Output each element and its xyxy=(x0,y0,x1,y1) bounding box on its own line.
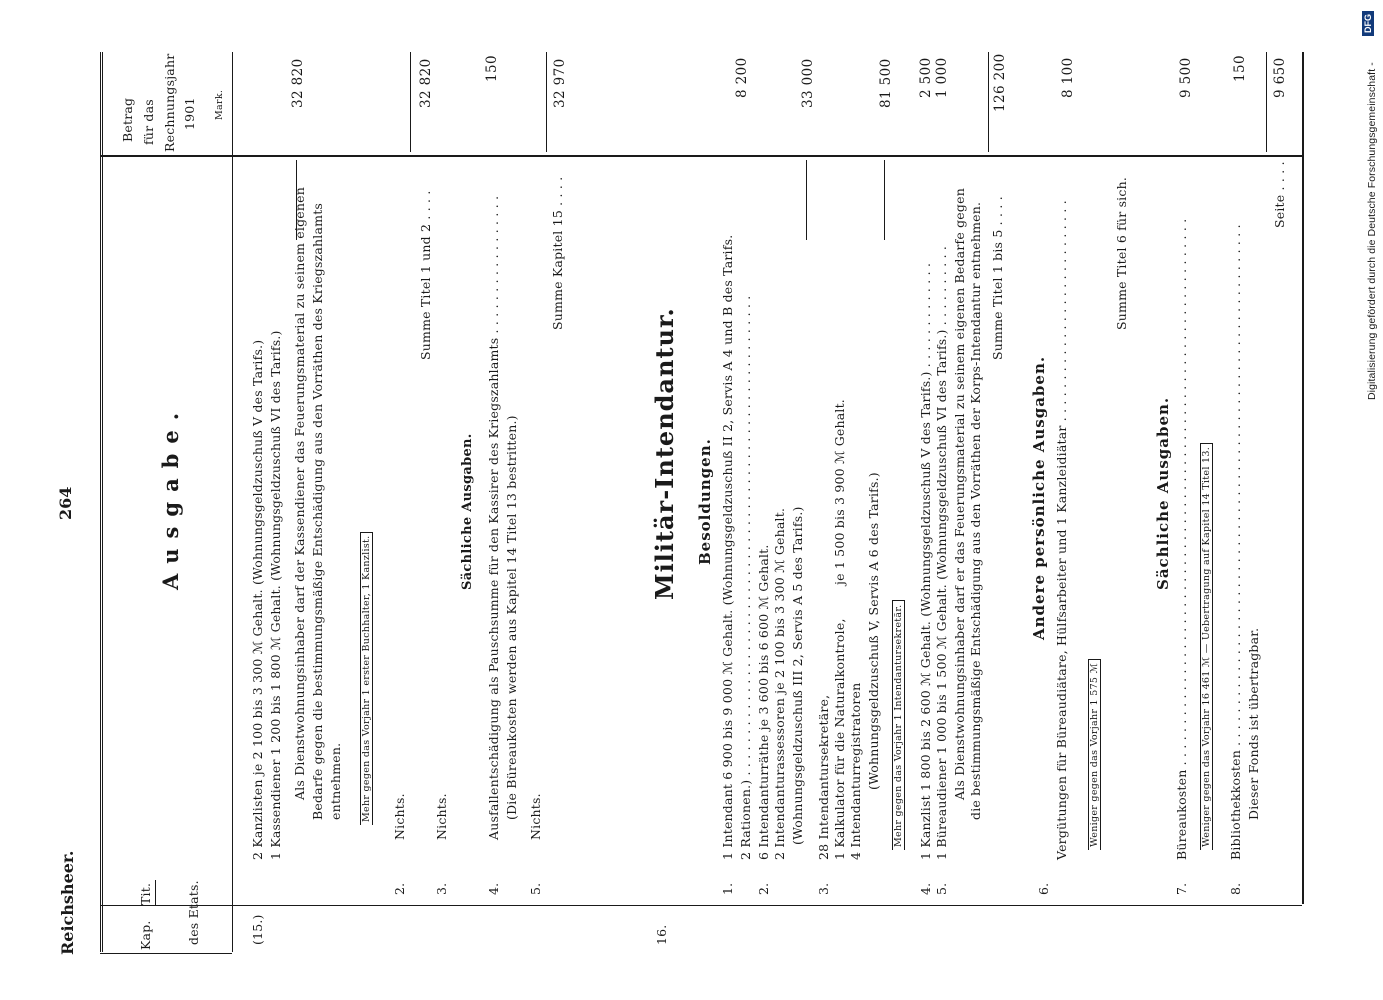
k15-rule-c xyxy=(546,52,547,152)
k15-amount-sum12: 32 820 xyxy=(418,58,434,108)
frame-rule-kap-sep xyxy=(100,953,232,954)
k16-rule-a xyxy=(806,160,807,240)
k15-nichts3: Nichts. xyxy=(434,793,449,840)
k16-amount-1: 8 200 xyxy=(734,57,750,98)
k16-t1-line2: 2 Rationen.) . . . . . . . . . . . . . . . . . . . . . . . . . . . . . . . . . . . . . . . . . . . . . . . . . . . . . . . . . . xyxy=(738,295,753,860)
col-betrag-4: 1901 xyxy=(182,97,197,130)
k16-t3: 3. xyxy=(816,882,831,895)
k16-t7: 7. xyxy=(1174,882,1189,895)
k15-t5: 5. xyxy=(528,882,543,895)
frame-line-top xyxy=(100,52,107,952)
k16-t8-note: Dieser Fonds ist übertragbar. xyxy=(1246,627,1261,820)
k16-andere: Andere persönliche Ausgaben. xyxy=(1030,355,1048,640)
k16-t2-line1: 6 Intendanturräthe je 3 600 bis 6 600 ℳ Gehalt. xyxy=(756,544,771,860)
k16-mehr: Mehr gegen das Vorjahr 1 Intendantursekretär. xyxy=(892,600,905,850)
k16-note2: die bestimmungsmäßige Entschädigung aus den Vorräthen der Korps-Intendantur entnehmen. xyxy=(968,201,983,820)
col-tit: Tit. xyxy=(138,882,153,905)
k16-amount-5: 1 000 xyxy=(934,57,950,98)
k15-saechliche: Sächliche Ausgaben. xyxy=(460,433,475,590)
k16-t7-line: Büreaukosten . . . . . . . . . . . . . . . . . . . . . . . . . . . . . . . . . . . . . . . . . . . . . . . . . . . . . . . . . . . . . . . . . . xyxy=(1174,218,1189,860)
k16-t6-line: Vergütungen für Büreaudiätare, Hülfsarbeiter und 1 Kanzleidiätar . . . . . . . . . . . . . . . . . . . . . . . . . . . xyxy=(1054,200,1069,860)
dfg-logo: DFG xyxy=(1362,11,1374,36)
k16-seite: Seite . . . . xyxy=(1272,161,1287,228)
k15-amount-1: 32 820 xyxy=(290,58,306,108)
k16-amount-8: 150 xyxy=(1232,55,1248,82)
k16-note1: Als Dienstwohnungsinhaber darf er das Feuerungsmaterial zu seinem eigenen Bedarfe gegen xyxy=(952,188,967,800)
k15-amount-4: 150 xyxy=(484,55,500,82)
col-des-etats: des Etats. xyxy=(186,880,201,945)
k16-t2-line3: (Wohnungsgeldzuschuß III 2, Servis A 5 des Tarifs.) xyxy=(790,506,805,845)
frame-rule-betrag xyxy=(100,155,1302,157)
k16-amount-sum15: 126 200 xyxy=(992,53,1008,112)
k16-rule-c xyxy=(988,52,989,152)
k15-t4-line2: (Die Büreaukosten werden aus Kapitel 14 Titel 13 bestritten.) xyxy=(504,415,519,820)
k16-summe-6: Summe Titel 6 für sich. xyxy=(1114,176,1129,330)
page-number: 264 xyxy=(56,486,75,520)
k16-t3-line3: 4 Intendanturregistratoren xyxy=(848,682,863,860)
k16-t4: 4. xyxy=(918,882,933,895)
k16-t5: 5. xyxy=(934,882,949,895)
k16-t3-line4: (Wohnungsgeldzuschuß V, Servis A 6 des Tarifs.) xyxy=(866,472,881,790)
k15-rule-a xyxy=(296,160,297,240)
k15-line1: 2 Kanzlisten je 2 100 bis 3 300 ℳ Gehalt. (Wohnungsgeldzuschuß V des Tarifs.) xyxy=(250,339,265,860)
col-mark: Mark. xyxy=(214,89,225,120)
k16-t1: 1. xyxy=(720,882,735,895)
kap-16: 16. xyxy=(654,924,669,945)
k16-t3-line1: 28 Intendantursekretäre, xyxy=(816,694,831,860)
k16-amount-2: 33 000 xyxy=(800,58,816,108)
k16-amount-4: 2 500 xyxy=(918,57,934,98)
col-kap: Kap. xyxy=(138,920,153,950)
frame-rule-header xyxy=(232,52,233,952)
k16-t1-line1: 1 Intendant 6 900 bis 9 000 ℳ Gehalt. (Wohnungsgeldzuschuß II 2, Servis A 4 und B des Tarifs. xyxy=(720,234,735,860)
k15-summe-1-2: Summe Titel 1 und 2 . . . . xyxy=(418,190,433,360)
k15-note1: Als Dienstwohnungsinhaber darf der Kassendiener das Feuerungsmaterial zu seinem eigenen xyxy=(292,187,307,800)
frame-line-bottom xyxy=(1302,52,1304,904)
digitization-note: Digitalisierung gefördert durch die Deutsche Forschungsgemeinschaft - xyxy=(1366,62,1378,400)
k16-rule-b xyxy=(884,160,885,240)
k15-nichts5: Nichts. xyxy=(528,793,543,840)
k16-weniger7: Weniger gegen das Vorjahr 16 461 ℳ — Uebertragung auf Kapitel 14 Titel 13. xyxy=(1200,443,1213,850)
col-betrag-2: für das xyxy=(141,99,156,145)
k15-line2: 1 Kassendiener 1 200 bis 1 800 ℳ Gehalt. (Wohnungsgeldzuschuß VI des Tarifs.) xyxy=(268,330,283,860)
k16-saechliche: Sächliche Ausgaben. xyxy=(1154,396,1172,590)
k16-heading: Militär-Intendantur. xyxy=(650,307,679,600)
k16-t4-line: 1 Kanzlist 1 800 bis 2 600 ℳ Gehalt. (Wohnungsgeldzuschuß V des Tarifs.) . . . . . . . . . . . . . xyxy=(918,262,933,860)
kap-15: (15.) xyxy=(250,914,265,945)
k16-t2: 2. xyxy=(756,882,771,895)
k15-t4-line1: Ausfallentschädigung als Pauschsumme für den Kassirer des Kriegszahlamts . . . . . . . . . . . . . . . . . xyxy=(486,195,501,840)
k16-t2-line2: 2 Intendanturassessoren je 2 100 bis 3 300 ℳ Gehalt. xyxy=(772,507,787,860)
k16-besoldungen: Besoldungen. xyxy=(696,438,714,565)
k15-t3: 3. xyxy=(434,882,449,895)
k16-t8: 8. xyxy=(1228,882,1243,895)
k16-t5-line: 1 Büreaudiener 1 000 bis 1 500 ℳ Gehalt. (Wohnungsgeldzuschuß VI des Tarifs.) . . . . . . . . . . xyxy=(934,245,949,860)
k15-summe-kap: Summe Kapitel 15 . . . . xyxy=(550,176,565,330)
k15-mehr: Mehr gegen das Vorjahr 1 erster Buchhalter, 1 Kanzlist. xyxy=(360,532,373,825)
col-betrag-3: Rechnungsjahr xyxy=(162,53,177,152)
k16-rule-d xyxy=(1266,52,1267,152)
k15-t4: 4. xyxy=(486,882,501,895)
k16-amount-3: 81 500 xyxy=(878,58,894,108)
k16-t8-line: Bibliothekkosten . . . . . . . . . . . . . . . . . . . . . . . . . . . . . . . . . . . . . . . . . . . . . . . . . . . . . . . . . . . . . . . xyxy=(1228,224,1243,860)
k15-t2: 2. xyxy=(392,882,407,895)
kap-tit-sep xyxy=(155,880,156,905)
k15-rule-b xyxy=(410,52,411,152)
k16-amount-7: 9 500 xyxy=(1178,57,1194,98)
k16-amount-6: 8 100 xyxy=(1060,57,1076,98)
k16-t3-brace: je 1 500 bis 3 900 ℳ Gehalt. xyxy=(832,399,847,585)
title-ausgabe: Ausgabe. xyxy=(158,402,183,590)
k16-amount-seite: 9 650 xyxy=(1272,57,1288,98)
k15-note3: entnehmen. xyxy=(328,742,343,820)
k15-nichts2: Nichts. xyxy=(392,793,407,840)
k16-weniger6: Weniger gegen das Vorjahr 1 575 ℳ xyxy=(1088,659,1101,850)
k16-t6: 6. xyxy=(1036,882,1051,895)
frame-rule-kap-tit xyxy=(100,905,1302,906)
header-left: Reichsheer. xyxy=(58,850,77,955)
k15-amount-kap: 32 970 xyxy=(552,58,568,108)
k16-summe-1-5: Summe Titel 1 bis 5 . . . . xyxy=(990,196,1005,360)
k15-note2: Bedarfe gegen die bestimmungsmäßige Entschädigung aus den Vorräthen des Kriegszahlamts xyxy=(310,202,325,820)
col-betrag-1: Betrag xyxy=(120,97,135,142)
k16-t3-line2: 1 Kalkulator für die Naturalkontrole, xyxy=(832,618,847,860)
